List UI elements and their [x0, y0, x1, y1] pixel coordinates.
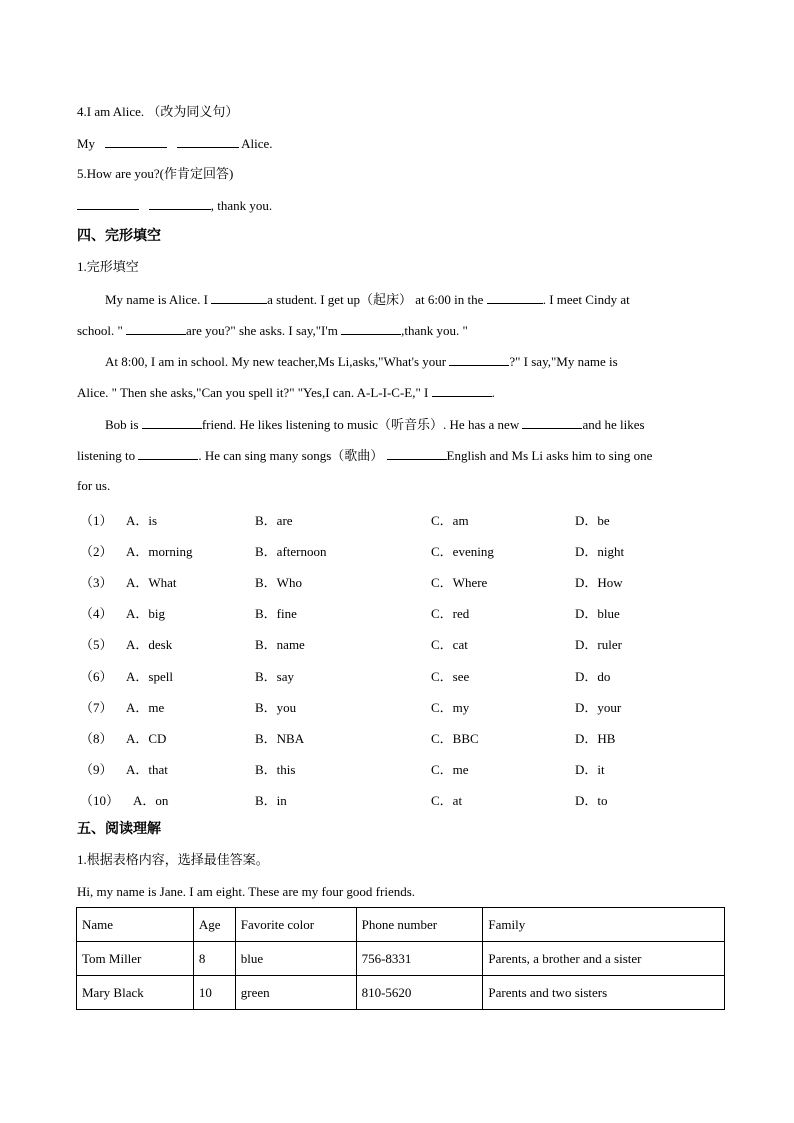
cloze-blank-1[interactable]: [211, 291, 267, 304]
option-d[interactable]: D．it: [575, 762, 605, 777]
option-d[interactable]: D．be: [575, 513, 610, 528]
cloze-p2-line2: [77, 384, 495, 401]
table-cell: 756-8331: [356, 942, 483, 976]
cloze-blank-2[interactable]: [487, 291, 543, 304]
option-d[interactable]: D．How: [575, 575, 623, 590]
option-number: （8）: [80, 731, 113, 746]
option-row-5: [77, 634, 717, 650]
option-number: （1）: [80, 513, 113, 528]
option-d[interactable]: D．to: [575, 793, 608, 808]
option-a[interactable]: A．morning: [126, 544, 193, 559]
text-run: friend. He likes listening to music（听音乐）. He has a new: [201, 417, 523, 432]
text-run: Alice. " Then she asks,"Can you spell it?" "Yes,I can. A-L-I-C-E," I: [77, 385, 432, 400]
text-run: . He can sing many songs（歌曲）: [198, 448, 387, 463]
table-cell: blue: [235, 942, 356, 976]
text-run: At 8:00, I am in school. My new teacher,Ms Li,asks,"What's your: [105, 354, 450, 369]
cloze-p3-line2: [77, 447, 652, 464]
table-cell: Parents, a brother and a sister: [483, 942, 725, 976]
option-a[interactable]: A．spell: [126, 669, 173, 684]
option-b[interactable]: B．in: [255, 793, 287, 808]
table-header-row: [77, 908, 725, 942]
reading-intro: Hi, my name is Jane. I am eight. These are my four good friends.: [77, 884, 416, 899]
text-run: ,thank you. ": [401, 323, 468, 338]
option-row-3: [77, 572, 717, 588]
option-c[interactable]: C．BBC: [431, 731, 479, 746]
friends-table: [76, 907, 725, 1010]
option-c[interactable]: C．evening: [431, 544, 494, 559]
option-b[interactable]: B．say: [255, 669, 295, 684]
cloze-p1-line2: [77, 322, 468, 339]
cloze-p3-line1: [105, 416, 645, 433]
option-d[interactable]: D．night: [575, 544, 625, 559]
q4-prefix: My: [77, 136, 96, 151]
q4-suffix: Alice.: [241, 136, 273, 151]
q5-suffix: , thank you.: [210, 198, 273, 213]
option-b[interactable]: B．this: [255, 762, 296, 777]
cloze-blank-3[interactable]: [126, 322, 186, 335]
option-a[interactable]: A．me: [126, 700, 165, 715]
cloze-p2-line1: [105, 353, 618, 370]
option-number: （3）: [80, 575, 113, 590]
option-b[interactable]: B．fine: [255, 606, 297, 621]
option-d[interactable]: D．do: [575, 669, 611, 684]
option-number: （9）: [80, 762, 113, 777]
table-header: Favorite color: [235, 908, 356, 942]
option-b[interactable]: B．are: [255, 513, 293, 528]
option-row-8: [77, 728, 717, 744]
option-row-2: [77, 541, 717, 557]
table-cell: 810-5620: [356, 976, 483, 1010]
option-c[interactable]: C．my: [431, 700, 470, 715]
option-c[interactable]: C．cat: [431, 637, 468, 652]
table-cell: Parents and two sisters: [483, 976, 725, 1010]
section-4-heading: 四、完形填空: [77, 228, 161, 244]
text-run: and he likes: [582, 417, 645, 432]
table-cell: Tom Miller: [77, 942, 194, 976]
section-5-subtitle: 1.根据表格内容，选择最佳答案。: [77, 852, 269, 867]
option-c[interactable]: C．see: [431, 669, 470, 684]
table-cell: Mary Black: [77, 976, 194, 1010]
text-run: are you?" she asks. I say,"I'm: [186, 323, 342, 338]
option-number: （6）: [80, 669, 113, 684]
question-5: 5.How are you?(作肯定回答): [77, 166, 234, 181]
option-a[interactable]: A．desk: [126, 637, 173, 652]
cloze-blank-7[interactable]: [142, 416, 202, 429]
text-run: My name is Alice. I: [105, 292, 212, 307]
text-run: Bob is: [105, 417, 142, 432]
cloze-blank-4[interactable]: [341, 322, 401, 335]
option-number: （4）: [80, 606, 113, 621]
cloze-p1-line1: [105, 291, 698, 308]
option-row-10: [77, 790, 717, 806]
option-b[interactable]: B．name: [255, 637, 305, 652]
option-a[interactable]: A．on: [133, 793, 169, 808]
option-c[interactable]: C．at: [431, 793, 463, 808]
cloze-blank-9[interactable]: [138, 447, 198, 460]
option-row-4: [77, 603, 717, 619]
option-c[interactable]: C．red: [431, 606, 470, 621]
option-b[interactable]: B．afternoon: [255, 544, 327, 559]
text-run: .: [491, 385, 495, 400]
table-row: [77, 976, 725, 1010]
cloze-blank-6[interactable]: [432, 384, 492, 397]
option-row-6: [77, 666, 717, 682]
option-number: （5）: [80, 637, 113, 652]
question-4: 4.I am Alice. （改为同义句）: [77, 104, 239, 119]
option-b[interactable]: B．NBA: [255, 731, 305, 746]
table-cell: 8: [193, 942, 235, 976]
answer-blank[interactable]: [149, 197, 211, 210]
section-5-heading: 五、阅读理解: [77, 821, 161, 837]
option-row-7: [77, 697, 717, 713]
option-d[interactable]: D．ruler: [575, 637, 622, 652]
text-run: a student. I get up（起床） at 6:00 in the: [267, 292, 487, 307]
option-c[interactable]: C．me: [431, 762, 469, 777]
table-header: Age: [193, 908, 235, 942]
question-5-answer-line: [77, 197, 272, 214]
answer-blank[interactable]: [105, 135, 167, 148]
table-header: Name: [77, 908, 194, 942]
cloze-blank-8[interactable]: [522, 416, 582, 429]
table-row: [77, 942, 725, 976]
text-run: ?" I say,"My name is: [509, 354, 618, 369]
answer-blank[interactable]: [177, 135, 239, 148]
option-number: （10）: [80, 793, 120, 808]
answer-blank[interactable]: [77, 197, 139, 210]
option-d[interactable]: D．blue: [575, 606, 620, 621]
text-run: English and Ms Li asks him to sing one: [446, 448, 653, 463]
option-row-1: [77, 510, 717, 526]
table-cell: green: [235, 976, 356, 1010]
option-row-9: [77, 759, 717, 775]
option-a[interactable]: A．What: [126, 575, 177, 590]
table-header: Family: [483, 908, 725, 942]
table-header: Phone number: [356, 908, 483, 942]
cloze-p3-line3: for us.: [77, 478, 111, 493]
option-b[interactable]: B．Who: [255, 575, 302, 590]
option-a[interactable]: A．CD: [126, 731, 167, 746]
cloze-blank-10[interactable]: [387, 447, 447, 460]
cloze-blank-5[interactable]: [449, 353, 509, 366]
option-a[interactable]: A．is: [126, 513, 158, 528]
table-cell: 10: [193, 976, 235, 1010]
option-b[interactable]: B．you: [255, 700, 297, 715]
option-c[interactable]: C．Where: [431, 575, 488, 590]
text-run: school. ": [77, 323, 126, 338]
option-number: （2）: [80, 544, 113, 559]
option-a[interactable]: A．that: [126, 762, 168, 777]
section-4-subtitle: 1.完形填空: [77, 259, 139, 274]
option-a[interactable]: A．big: [126, 606, 166, 621]
option-number: （7）: [80, 700, 113, 715]
option-d[interactable]: D．your: [575, 700, 622, 715]
text-run: listening to: [77, 448, 139, 463]
option-c[interactable]: C．am: [431, 513, 469, 528]
option-d[interactable]: D．HB: [575, 731, 616, 746]
text-run: . I meet Cindy at: [542, 292, 630, 307]
question-4-answer-line: [77, 135, 273, 152]
